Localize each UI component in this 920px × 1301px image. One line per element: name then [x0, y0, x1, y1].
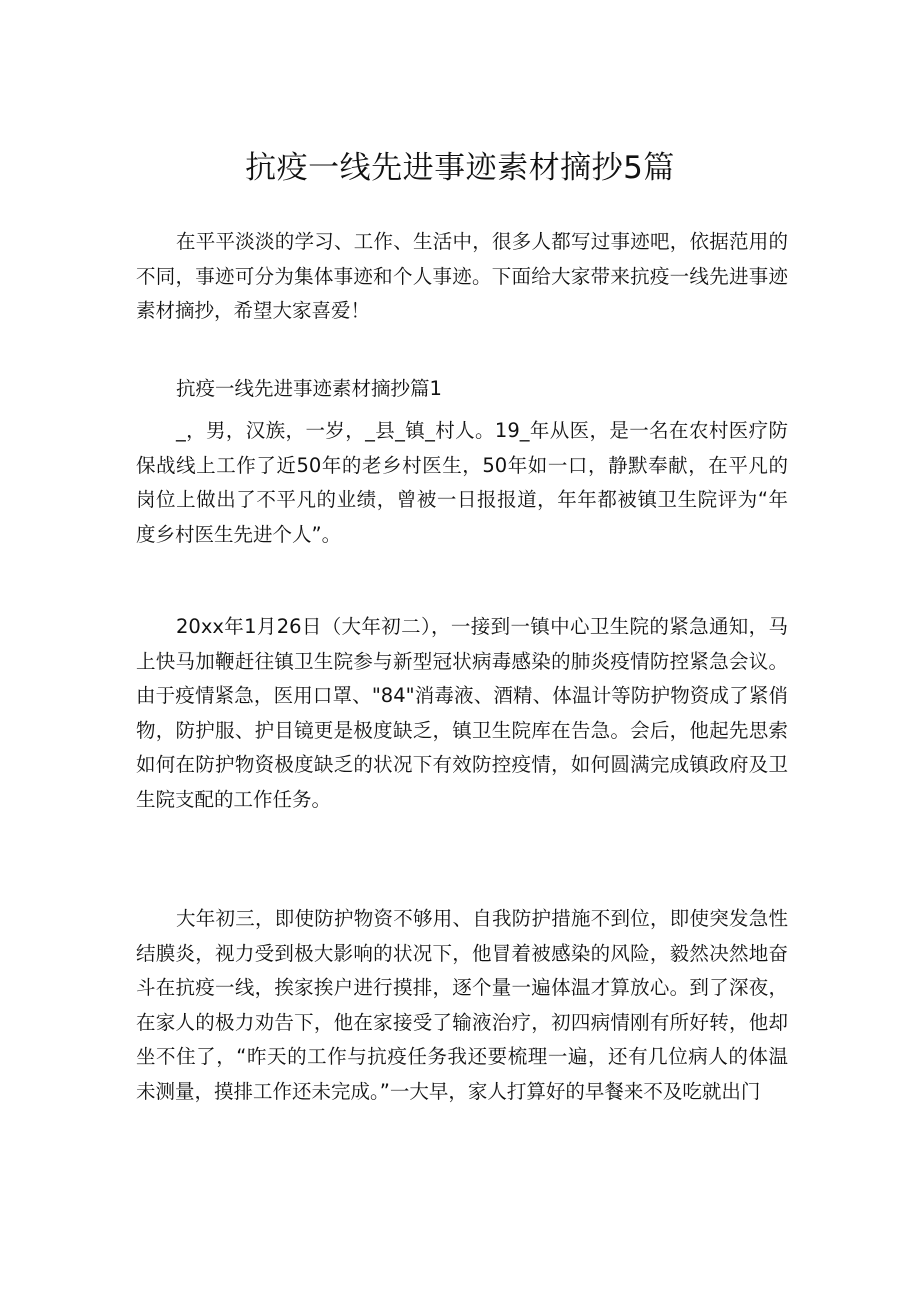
section-heading: 抗疫一线先进事迹素材摘抄篇1	[176, 377, 442, 400]
document-title: 抗疫一线先进事迹素材摘抄5篇	[245, 150, 675, 186]
body-paragraph: 大年初三，即使防护物资不够用、自我防护措施不到位，即使突发急性结膜炎，视力受到极大影响的状况下，他冒着被感染的风险，毅然决然地奋斗在抗疫一线，挨家挨户进行摸排，逐个量一遍体温才算放心。到了深夜，在家人的极力劝告下，他在家接受了输液治疗，初四病情刚有所好转，他却坐不住了，“昨天的工作与抗疫任务我还要梳理一遍，还有几位病人的体温未测量，摸排工作还未完成。”一大早，家人打算好的早餐来不及吃就出门	[136, 907, 788, 1103]
body-paragraph: 20xx年1月26日（大年初二），一接到一镇中心卫生院的紧急通知，马上快马加鞭赶往镇卫生院参与新型冠状病毒感染的肺炎疫情防控紧急会议。由于疫情紧急，医用口罩、"84"消毒液、酒精、体温计等防护物资成了紧俏物，防护服、护目镜更是极度缺乏，镇卫生院库在告急。会后，他起先思索如何在防护物资极度缺乏的状况下有效防控疫情，如何圆满完成镇政府及卫生院支配的工作任务。	[136, 615, 788, 811]
intro-paragraph: 在平平淡淡的学习、工作、生活中，很多人都写过事迹吧，依据范用的不同，事迹可分为集体事迹和个人事迹。下面给大家带来抗疫一线先进事迹素材摘抄，希望大家喜爱！	[136, 230, 788, 322]
body-paragraph: _，男，汉族，一岁，_县_镇_村人。19_年从医，是一名在农村医疗防保战线上工作了近50年的老乡村医生，50年如一口，静默奉献，在平凡的岗位上做出了不平凡的业绩，曾被一日报报道，年年都被镇卫生院评为“年度乡村医生先进个人”。	[136, 419, 788, 546]
